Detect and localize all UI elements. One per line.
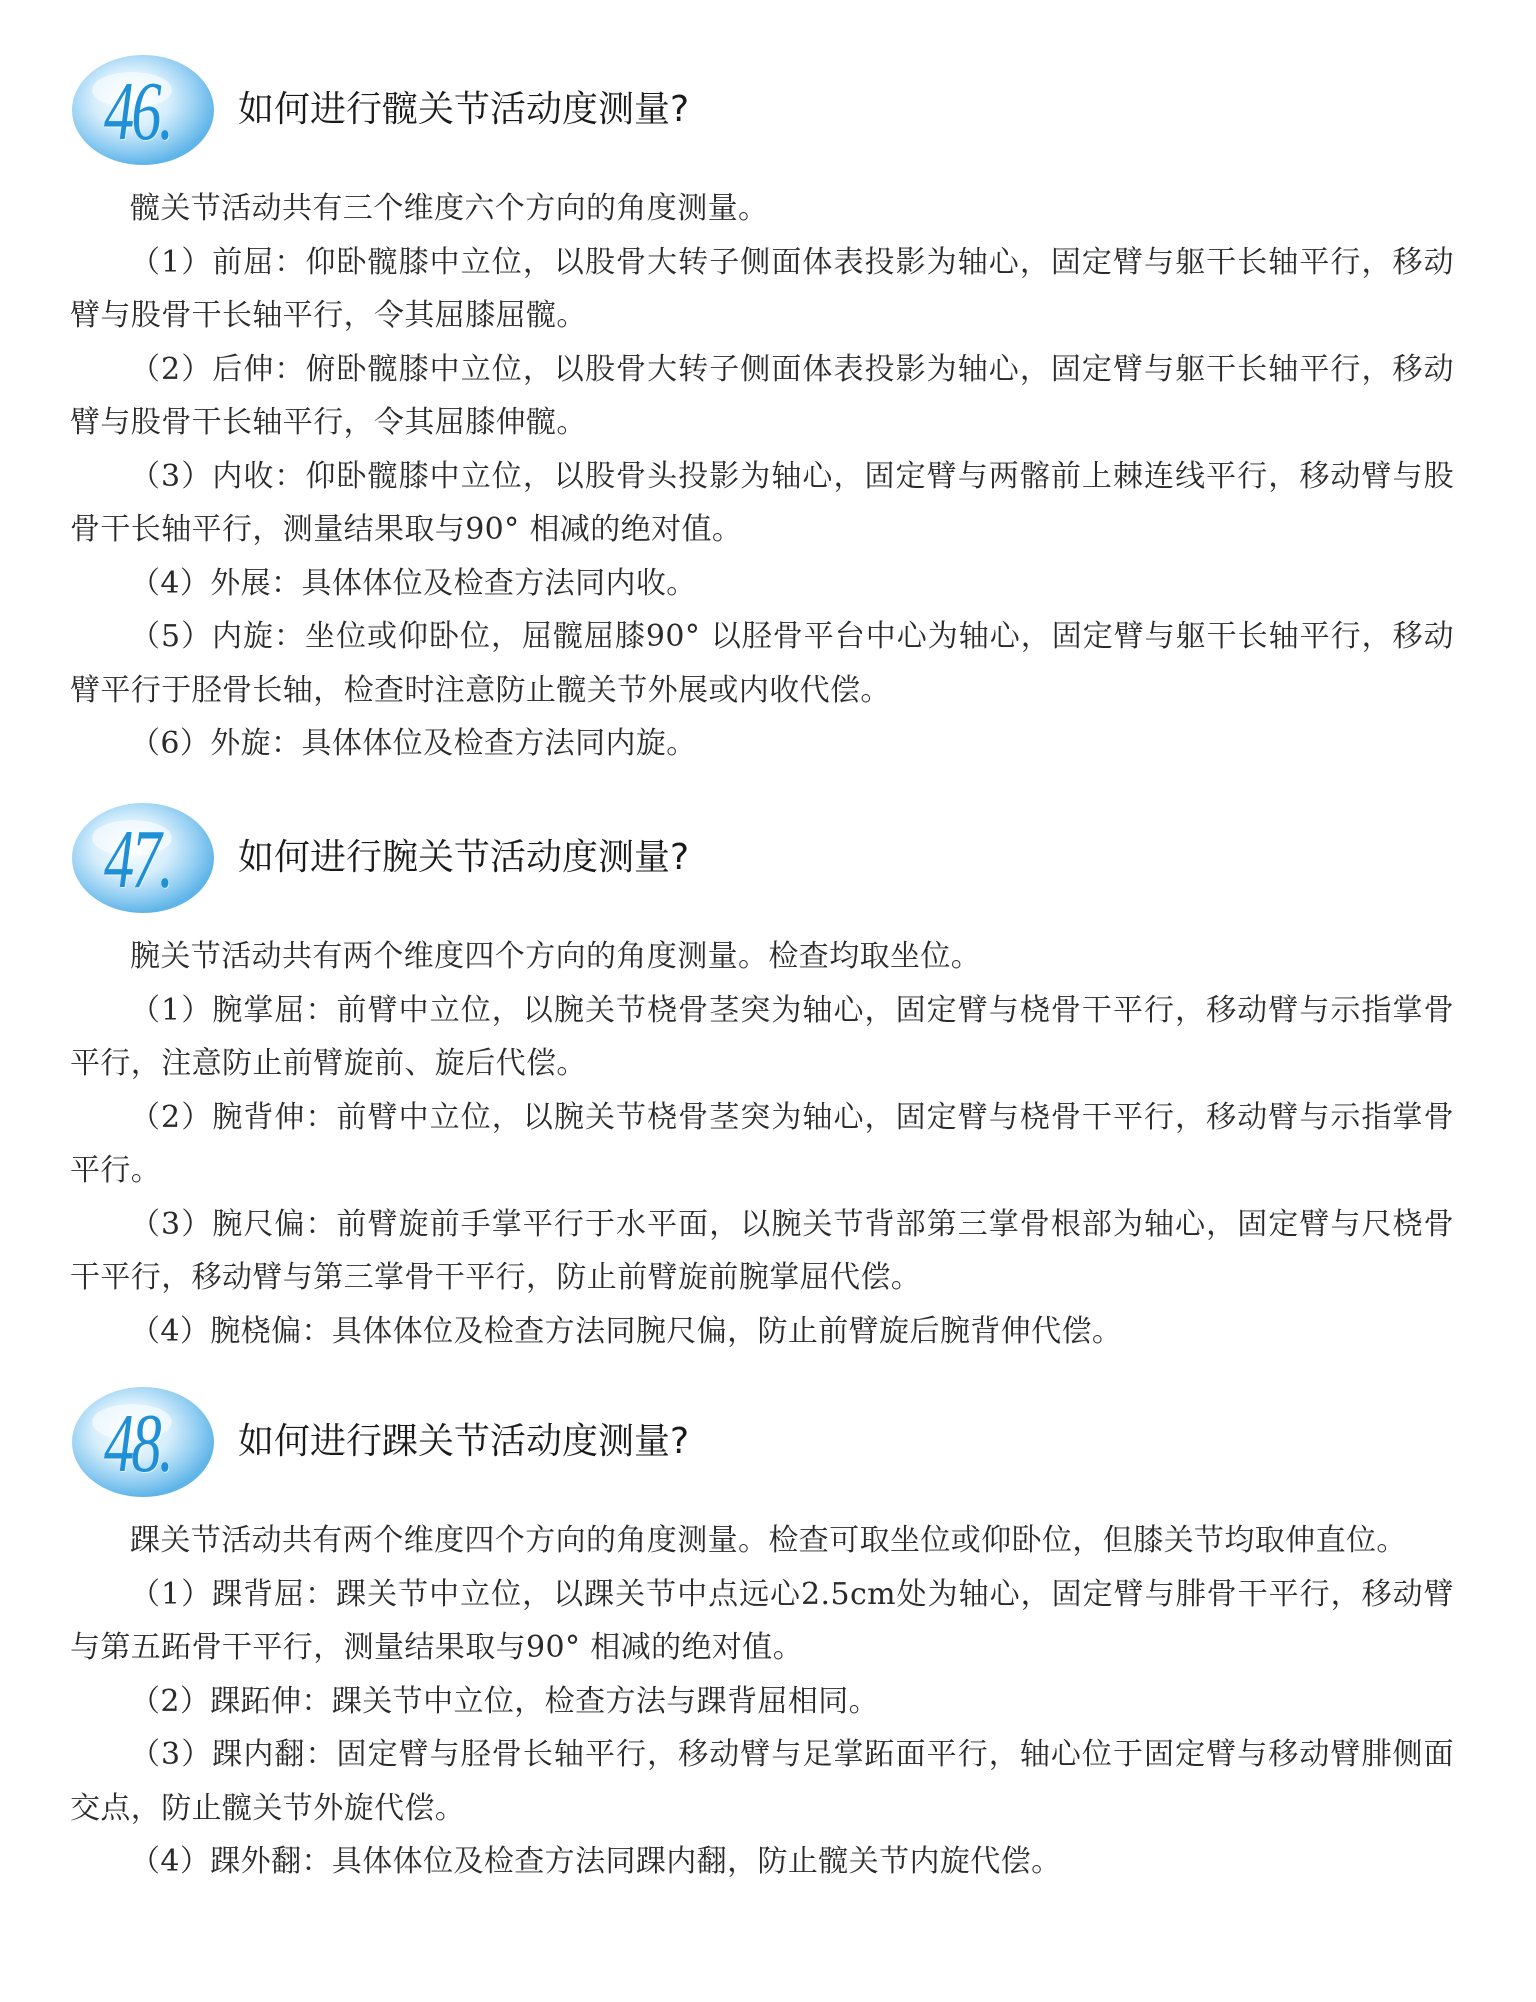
section-number: 48. xyxy=(104,1397,171,1490)
paragraph: （3）内收：仰卧髋膝中立位，以股骨头投影为轴心，固定臂与两髂前上棘连线平行，移动臂与股骨干长轴平行，测量结果取与90° 相减的绝对值。 xyxy=(70,458,1454,547)
section-title: 如何进行踝关节活动度测量? xyxy=(238,1421,690,1462)
section-title: 如何进行髋关节活动度测量? xyxy=(238,89,690,130)
section-title: 如何进行腕关节活动度测量? xyxy=(238,837,690,878)
section-heading xyxy=(70,1384,1454,1508)
section-heading xyxy=(70,52,1454,176)
section-number: 46. xyxy=(104,65,171,158)
paragraph: （2）踝跖伸：踝关节中立位，检查方法与踝背屈相同。 xyxy=(130,1683,880,1719)
paragraph: （6）外旋：具体体位及检查方法同内旋。 xyxy=(130,726,697,761)
section-heading xyxy=(70,800,1454,924)
paragraph: 腕关节活动共有两个维度四个方向的角度测量。检查均取坐位。 xyxy=(130,939,982,974)
section-body xyxy=(70,182,1454,771)
section-46 xyxy=(70,52,1454,771)
number-badge-icon xyxy=(70,800,216,916)
paragraph: （4）外展：具体体位及检查方法同内收。 xyxy=(130,565,697,601)
paragraph: （4）踝外翻：具体体位及检查方法同踝内翻，防止髋关节内旋代偿。 xyxy=(130,1844,1062,1879)
section-48 xyxy=(70,1384,1454,1889)
number-badge-icon xyxy=(70,1384,216,1500)
paragraph: （1）踝背屈：踝关节中立位，以踝关节中点远心2.5cm处为轴心，固定臂与腓骨干平行，移动臂与第五跖骨干平行，测量结果取与90° 相减的绝对值。 xyxy=(70,1576,1454,1665)
paragraph: 髋关节活动共有三个维度六个方向的角度测量。 xyxy=(130,191,769,226)
paragraph: （3）踝内翻：固定臂与胫骨长轴平行，移动臂与足掌跖面平行，轴心位于固定臂与移动臂腓侧面交点，防止髋关节外旋代偿。 xyxy=(70,1737,1454,1826)
paragraph: （2）腕背伸：前臂中立位，以腕关节桡骨茎突为轴心，固定臂与桡骨干平行，移动臂与示指掌骨平行。 xyxy=(70,1099,1454,1188)
section-47 xyxy=(70,800,1454,1358)
paragraph: 踝关节活动共有两个维度四个方向的角度测量。检查可取坐位或仰卧位，但膝关节均取伸直位。 xyxy=(130,1523,1407,1558)
section-number: 47. xyxy=(104,813,171,906)
number-badge-icon xyxy=(70,52,216,168)
paragraph: （4）腕桡偏：具体体位及检查方法同腕尺偏，防止前臂旋后腕背伸代偿。 xyxy=(130,1313,1123,1349)
paragraph: （2）后伸：俯卧髋膝中立位，以股骨大转子侧面体表投影为轴心，固定臂与躯干长轴平行，移动臂与股骨干长轴平行，令其屈膝伸髋。 xyxy=(70,351,1454,440)
paragraph: （1）腕掌屈：前臂中立位，以腕关节桡骨茎突为轴心，固定臂与桡骨干平行，移动臂与示指掌骨平行，注意防止前臂旋前、旋后代偿。 xyxy=(70,992,1454,1081)
section-body xyxy=(70,1514,1454,1889)
section-body xyxy=(70,930,1454,1358)
paragraph: （3）腕尺偏：前臂旋前手掌平行于水平面，以腕关节背部第三掌骨根部为轴心，固定臂与尺桡骨干平行，移动臂与第三掌骨干平行，防止前臂旋前腕掌屈代偿。 xyxy=(70,1206,1454,1295)
paragraph: （5）内旋：坐位或仰卧位，屈髋屈膝90° 以胫骨平台中心为轴心，固定臂与躯干长轴平行，移动臂平行于胫骨长轴，检查时注意防止髋关节外展或内收代偿。 xyxy=(70,619,1454,708)
paragraph: （1）前屈：仰卧髋膝中立位，以股骨大转子侧面体表投影为轴心，固定臂与躯干长轴平行，移动臂与股骨干长轴平行，令其屈膝屈髋。 xyxy=(70,244,1454,333)
